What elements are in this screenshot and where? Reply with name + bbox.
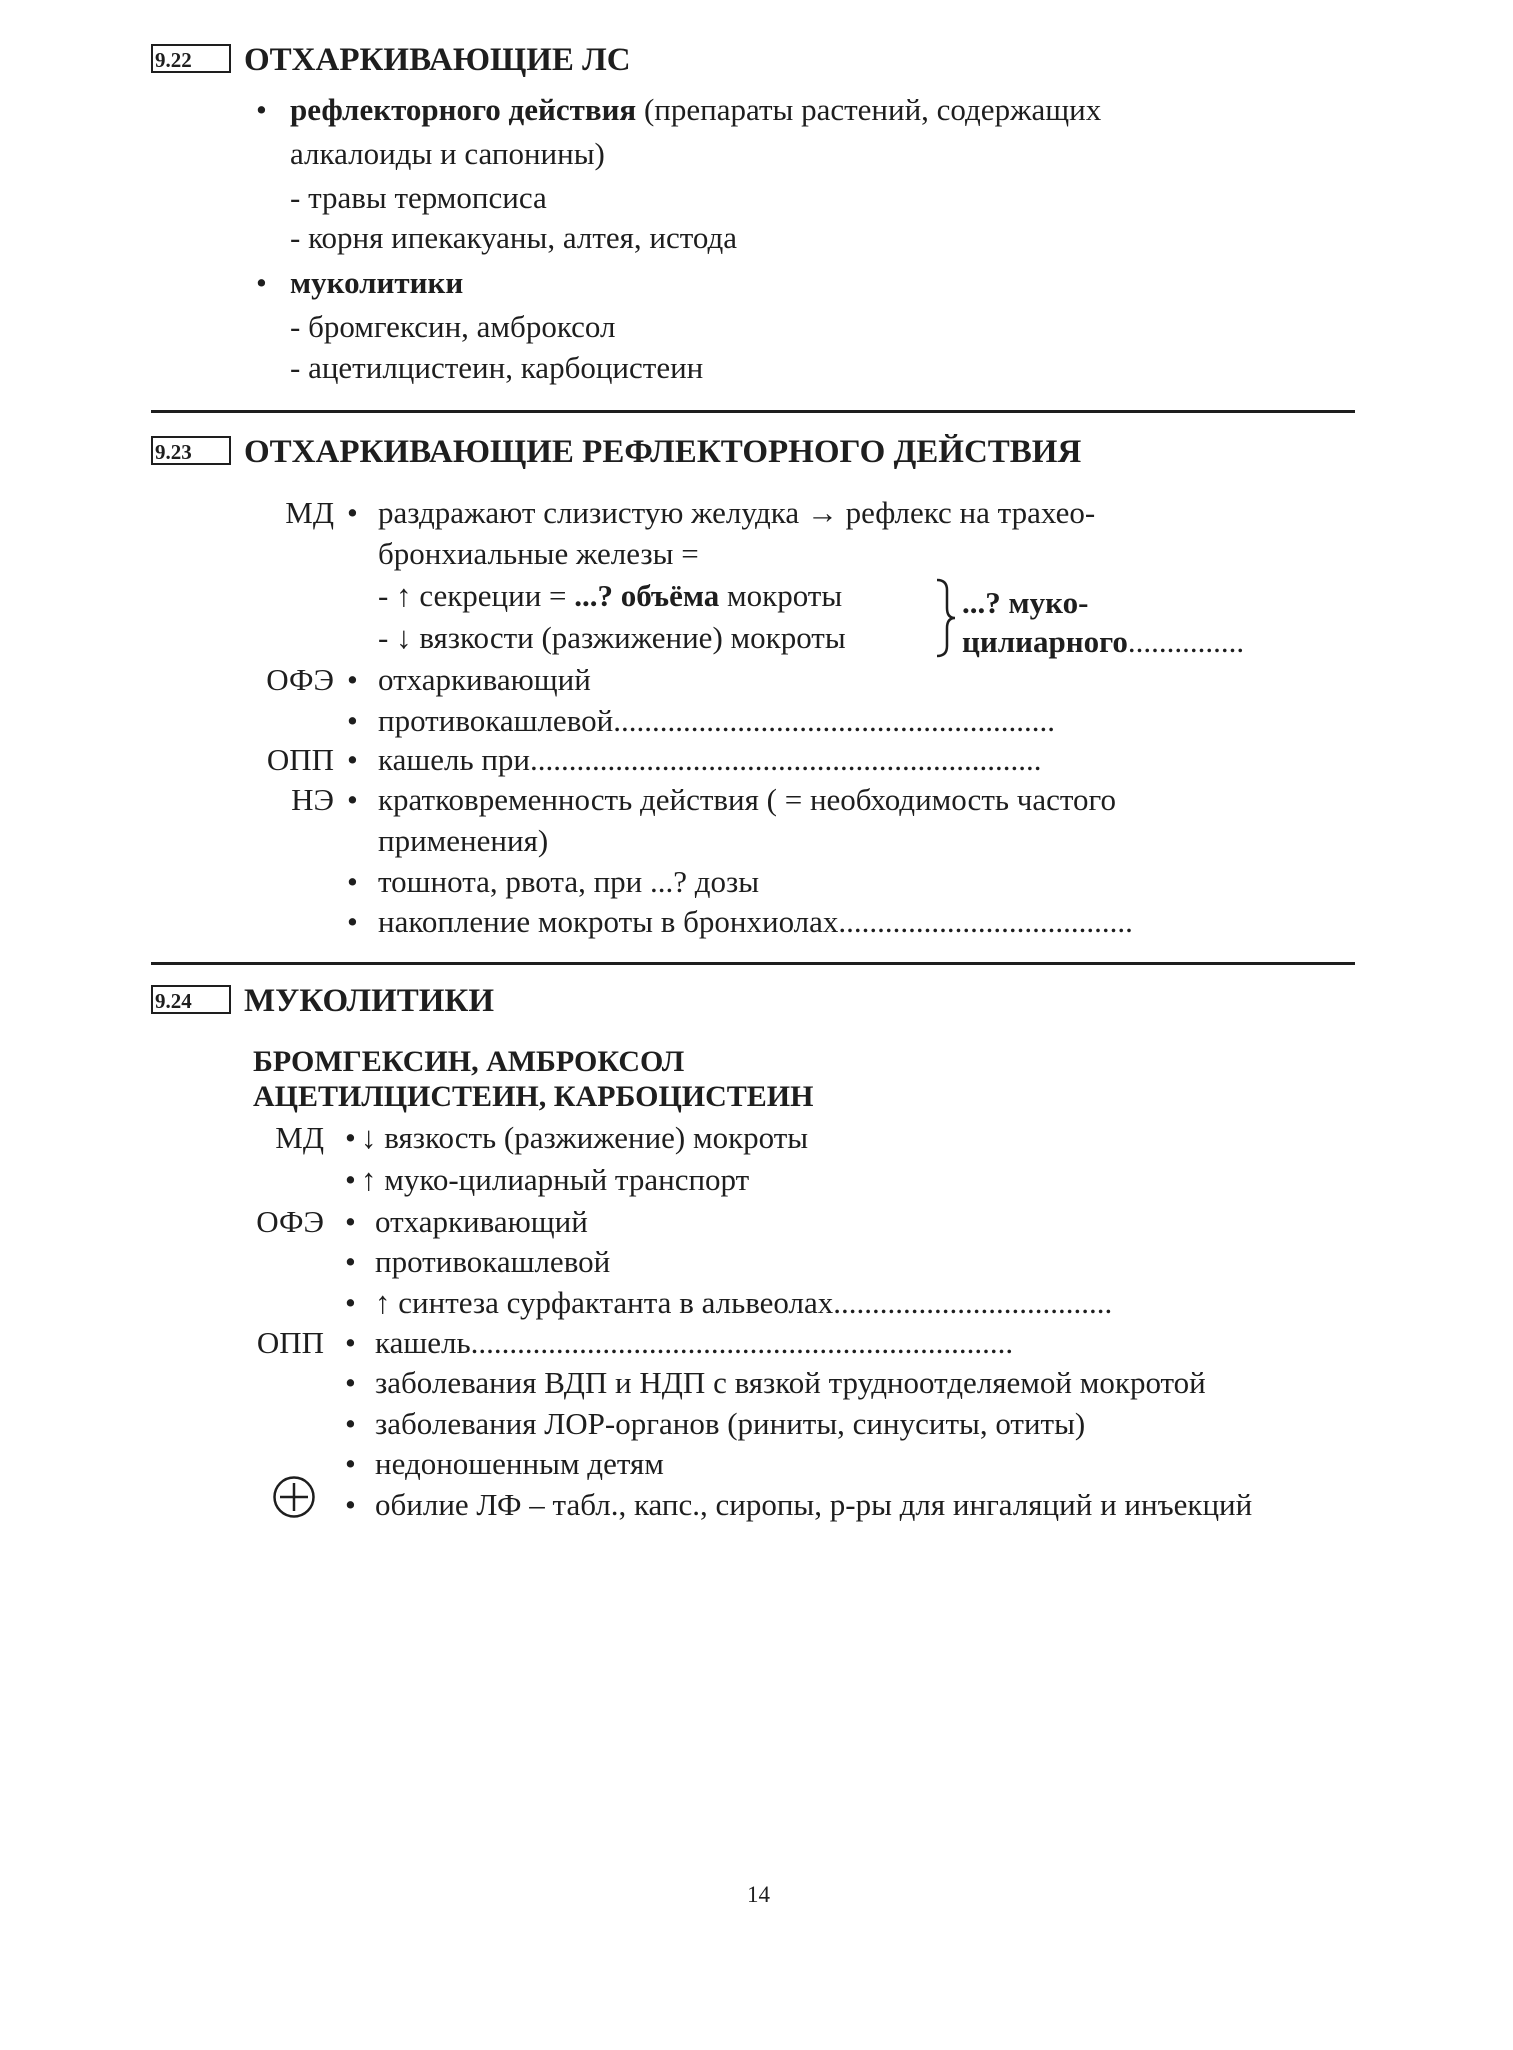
ofe-expectorant: отхаркивающий [375, 1204, 588, 1239]
label-md: МД [285, 495, 334, 530]
bullet: • [347, 662, 358, 697]
brace-label-line1: ...? муко- [962, 585, 1089, 620]
md-viscosity: ↓ вязкость (разжижение) мокроты [361, 1120, 809, 1155]
item-reflex [290, 94, 1101, 125]
bullet: • [345, 1244, 356, 1279]
bullet: • [345, 1204, 356, 1239]
bullet: • [345, 1406, 356, 1441]
brace-label-bold: цилиарного [962, 624, 1128, 659]
bullet: • [345, 1365, 356, 1400]
ne-sputum: накопление мокроты в бронхиолах...................................... [378, 904, 1133, 939]
section-number-9-24: 9.24 [151, 985, 231, 1014]
md-viscosity: - ↓ вязкости (разжижение) мокроты [378, 620, 846, 655]
item-reflex-rest: (препараты растений, содержащих [643, 92, 1102, 127]
secretion-pre: - ↑ секреции = [378, 578, 575, 613]
section-title-9-23: ОТХАРКИВАЮЩИЕ РЕФЛЕКТОРНОГО ДЕЙСТВИЯ [244, 434, 1082, 470]
bullet: • [345, 1162, 356, 1197]
opp-cough: кашель...................................................................... [375, 1325, 1014, 1360]
bullet: • [347, 495, 358, 530]
section-number-9-23: 9.23 [151, 436, 231, 465]
ofe-expectorant: отхаркивающий [378, 662, 591, 697]
bullet: • [347, 782, 358, 817]
bullet: • [256, 92, 267, 127]
label-opp: ОПП [256, 1325, 324, 1360]
brace-label-line2 [962, 626, 1244, 657]
md-secretion [378, 580, 842, 611]
item-reflex-bold: рефлекторного действия [290, 92, 637, 127]
sub-ipecac: - корня ипекакуаны, алтея, истода [290, 220, 738, 255]
page-number: 14 [747, 1882, 770, 1907]
bullet: • [345, 1487, 356, 1522]
md-line2: бронхиальные железы = [378, 536, 699, 571]
item-reflex-cont: алкалоиды и сапонины) [290, 136, 605, 171]
divider [151, 962, 1355, 965]
opp-ent: заболевания ЛОР-органов (риниты, синуситы, отиты) [375, 1406, 1086, 1441]
ofe-antitussive: противокашлевой......................................................... [378, 703, 1055, 738]
section-title-9-22: ОТХАРКИВАЮЩИЕ ЛС [244, 42, 631, 78]
bullet: • [347, 904, 358, 939]
bullet: • [345, 1446, 356, 1481]
opp-cough: кашель при.................................................................. [378, 742, 1042, 777]
label-ofe: ОФЭ [266, 662, 334, 697]
brace-label-dots: ............... [1127, 624, 1245, 659]
label-opp: ОПП [266, 742, 334, 777]
sub-thermopsis: - травы термопсиса [290, 180, 547, 215]
ne-short-action-cont: применения) [378, 823, 549, 858]
secretion-post: мокроты [719, 578, 843, 613]
ne-short-action: кратковременность действия ( = необходимость частого [378, 782, 1116, 817]
bullet: • [347, 742, 358, 777]
section-number-9-22: 9.22 [151, 44, 231, 73]
section-title-9-24: МУКОЛИТИКИ [244, 983, 495, 1019]
opp-airways: заболевания ВДП и НДП с вязкой трудноотделяемой мокротой [375, 1365, 1206, 1400]
label-ofe: ОФЭ [256, 1204, 324, 1239]
drugs-line1: БРОМГЕКСИН, АМБРОКСОЛ [253, 1045, 685, 1078]
bullet: • [345, 1120, 356, 1155]
bullet: • [345, 1325, 356, 1360]
sub-bromhexine: - бромгексин, амброксол [290, 309, 616, 344]
ne-nausea: тошнота, рвота, при ...? дозы [378, 864, 760, 899]
md-mucociliary: ↑ муко-цилиарный транспорт [361, 1162, 750, 1197]
label-md: МД [275, 1120, 324, 1155]
md-line1: раздражают слизистую желудка → рефлекс на трахео- [378, 495, 1096, 530]
bullet: • [256, 265, 267, 300]
circled-plus-icon [272, 1475, 316, 1519]
opp-premature: недоношенным детям [375, 1446, 664, 1481]
bullet: • [347, 864, 358, 899]
right-brace-icon [934, 578, 958, 658]
item-mucolytics: муколитики [290, 265, 464, 300]
bullet: • [345, 1285, 356, 1320]
sub-acetylcysteine: - ацетилцистеин, карбоцистеин [290, 350, 704, 385]
divider [151, 410, 1355, 413]
ofe-antitussive: противокашлевой [375, 1244, 611, 1279]
ofe-surfactant: ↑ синтеза сурфактанта в альвеолах.................................... [375, 1285, 1113, 1320]
plus-dosage-forms: обилие ЛФ – табл., капс., сиропы, р-ры для ингаляций и инъекций [375, 1487, 1253, 1522]
drugs-line2: АЦЕТИЛЦИСТЕИН, КАРБОЦИСТЕИН [253, 1080, 814, 1113]
secretion-bold: ...? объёма [574, 578, 720, 613]
bullet: • [347, 703, 358, 738]
label-ne: НЭ [291, 782, 334, 817]
